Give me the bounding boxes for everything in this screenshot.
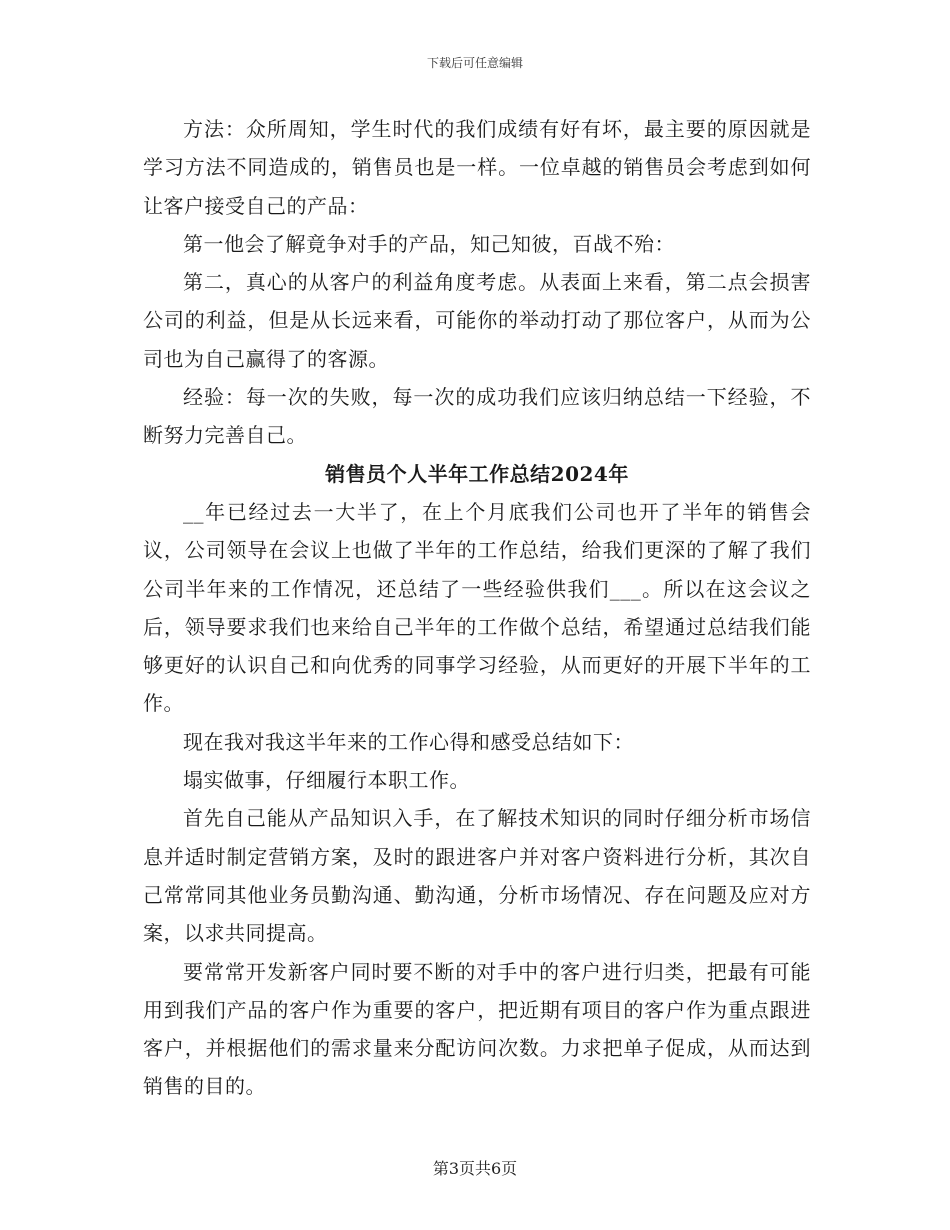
paragraph-intro: __年已经过去一大半了，在上个月底我们公司也开了半年的销售会议，公司领导在会议上也做了半年的工作总结，给我们更深的了解了我们公司半年来的工作情况，还总结了一些经验供我们___。所以在这会议之后，领导要求我们也来给自己半年的工作做个总结，希望通过总结我们能够更好的认识自己和向优秀的同事学习经验，从而更好的开展下半年的工作。 xyxy=(143,499,811,716)
paragraph-work-heading: 塌实做事，仔细履行本职工作。 xyxy=(183,768,470,793)
paragraph-first-point: 第一他会了解竟争对手的产品，知己知彼，百战不殆： xyxy=(183,231,675,256)
paragraph-experience: 经验：每一次的失败，每一次的成功我们应该归纳总结一下经验，不断努力完善自己。 xyxy=(143,385,811,448)
paragraph-second-point: 第二，真心的从客户的利益角度考虑。从表面上来看，第二点会损害公司的利益，但是从长远来看，可能你的举动打动了那位客户，从而为公司也为自己赢得了的客源。 xyxy=(143,270,811,371)
page-footer: 第3页共6页 xyxy=(432,1159,518,1178)
paragraph-product-knowledge: 首先自己能从产品知识入手，在了解技术知识的同时仔细分析市场信息并适时制定营销方案，及时的跟进客户并对客户资料进行分析，其次自己常常同其他业务员勤沟通、勤沟通，分析市场情况、存在问题及应对方案，以求共同提高。 xyxy=(143,806,811,946)
document-body xyxy=(143,110,811,1106)
paragraph-method: 方法：众所周知，学生时代的我们成绩有好有坏，最主要的原因就是学习方法不同造成的，销售员也是一样。一位卓越的销售员会考虑到如何让客户接受自己的产品： xyxy=(143,117,811,218)
page-header: 下载后可任意编辑 xyxy=(426,56,523,70)
paragraph-summary-lead: 现在我对我这半年来的工作心得和感受总结如下： xyxy=(183,729,634,754)
section-title: 销售员个人半年工作总结2024年 xyxy=(325,461,629,486)
paragraph-new-clients: 要常常开发新客户同时要不断的对手中的客户进行归类，把最有可能用到我们产品的客户作为重要的客户，把近期有项目的客户作为重点跟进客户，并根据他们的需求量来分配访问次数。力求把单子促成，从而达到销售的目的。 xyxy=(143,959,811,1099)
